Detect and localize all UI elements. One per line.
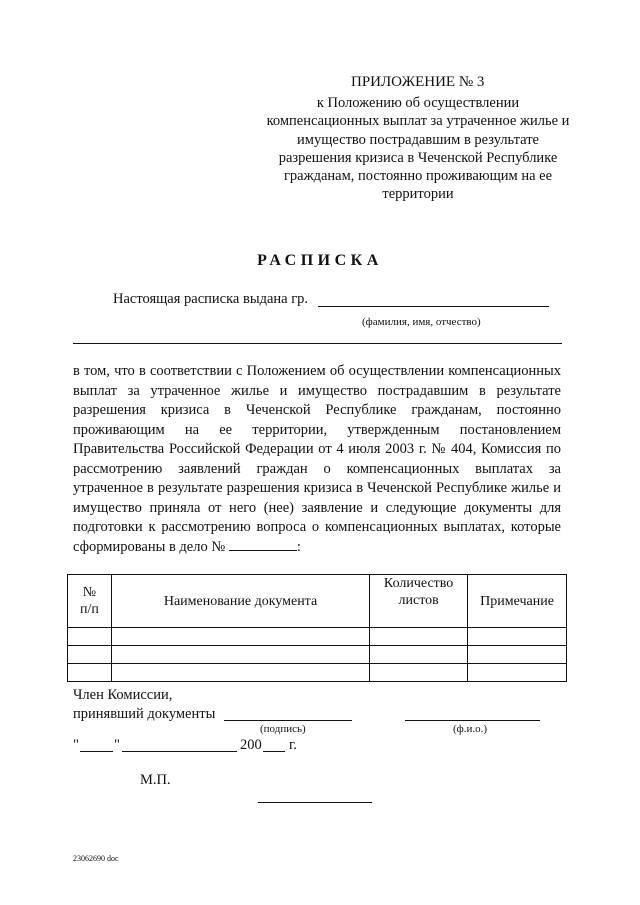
- document-id: 23062690 doc: [73, 854, 119, 863]
- receipt-body: [73, 362, 561, 557]
- receipt-body-text: в том, что в соответствии с Положением об осуществлении компенсационных выплат за утраченное жилье и имущество пострадавшим в результате разрешения кризиса в Чеченской Республике гражданам, постоянно проживающим на ее территории, утвержденным постановлением Правительства Российской Федерации от 4 июля 2003 г. № 404, Комиссия по рассмотрению заявлений граждан о компенсационных выплатах за утраченное в результате разрешения кризиса в Чеченской Республике жилье и имущество приняла от него (нее) заявление и следующие документы для подготовки к рассмотрению вопроса о компенсационных выплатах, которые сформированы в дело №: [73, 363, 561, 555]
- table-cell[interactable]: [468, 628, 567, 646]
- date-day-blank[interactable]: [80, 751, 113, 752]
- appendix-subtitle: к Положению об осуществлении компенсационных выплат за утраченное жилье и имущество пострадавшим в результате разрешения кризиса в Чеченской Республике гражданам, постоянно проживающим на ее территории: [266, 95, 570, 203]
- name-caption: (фамилия, имя, отчество): [362, 316, 481, 328]
- signature-caption: (подпись): [260, 723, 306, 735]
- recipient-name-line[interactable]: [318, 306, 549, 307]
- header-note: Примечание: [468, 575, 567, 628]
- appendix-title: ПРИЛОЖЕНИЕ № 3: [351, 74, 485, 90]
- table-cell[interactable]: [370, 664, 468, 682]
- table-cell[interactable]: [68, 628, 112, 646]
- date-quote-open: ": [73, 737, 79, 753]
- table-cell[interactable]: [370, 646, 468, 664]
- case-number-blank[interactable]: [229, 538, 297, 551]
- accepted-documents-label: принявший документы: [73, 706, 216, 722]
- table-cell[interactable]: [370, 628, 468, 646]
- header-sheet-count: [370, 575, 468, 628]
- table-cell[interactable]: [111, 664, 369, 682]
- table-row: [68, 646, 567, 664]
- stamp-line[interactable]: [258, 802, 372, 803]
- date-year-blank[interactable]: [263, 751, 285, 752]
- member-label: Член Комиссии,: [73, 687, 173, 703]
- table-header-row: [68, 575, 567, 628]
- table-cell[interactable]: [468, 646, 567, 664]
- header-sheet-count-text: Количество листов: [383, 576, 454, 608]
- table-row: [68, 664, 567, 682]
- date-month-blank[interactable]: [122, 751, 237, 752]
- table-cell[interactable]: [68, 646, 112, 664]
- signature-line[interactable]: [224, 720, 352, 721]
- document-title: РАСПИСКА: [257, 252, 383, 269]
- receipt-body-end: :: [296, 538, 301, 555]
- header-number: [68, 575, 112, 628]
- date-quote-close: ": [114, 737, 120, 753]
- fio-line[interactable]: [405, 720, 540, 721]
- documents-table: [67, 574, 567, 682]
- stamp-label: М.П.: [140, 772, 171, 788]
- table-cell[interactable]: [111, 646, 369, 664]
- year-suffix: г.: [289, 737, 297, 753]
- issued-to-label: Настоящая расписка выдана гр.: [113, 291, 309, 307]
- fio-caption: (ф.и.о.): [453, 723, 488, 735]
- header-number-text: № п/п: [80, 585, 99, 617]
- table-cell[interactable]: [468, 664, 567, 682]
- recipient-name-line-continued[interactable]: [73, 343, 562, 344]
- header-document-name: Наименование документа: [111, 575, 369, 628]
- table-cell[interactable]: [111, 628, 369, 646]
- table-row: [68, 628, 567, 646]
- year-prefix: 200: [240, 737, 262, 753]
- table-cell[interactable]: [68, 664, 112, 682]
